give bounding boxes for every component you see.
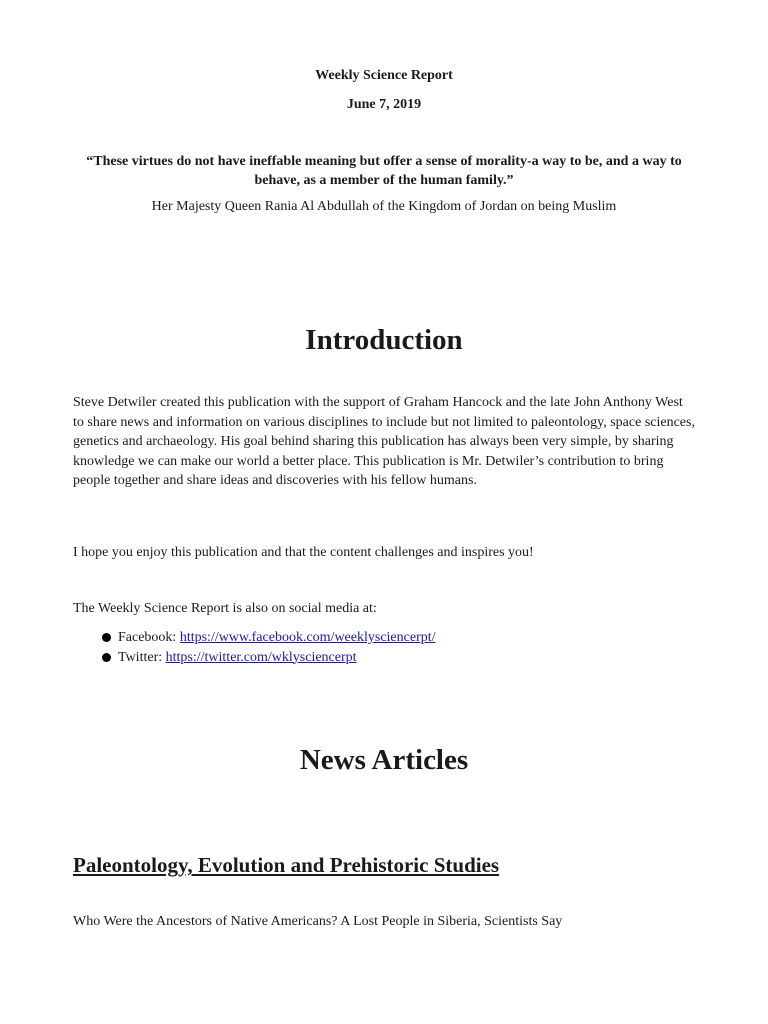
introduction-paragraph: Steve Detwiler created this publication with the support of Graham Hancock and the late John Anthony West to share news and information on various disciplines to include but not limited to paleontology, space sciences, genetics and archaeology. His goal behind sharing this publication has always been very simple, by sharing knowledge we can make our world a better place. This publication is Mr. Detwiler’s contribution to bring people together and share ideas and discoveries with his fellow humans.	[73, 395, 695, 488]
report-date: June 7, 2019	[346, 97, 422, 112]
facebook-link[interactable]: https://www.facebook.com/weeklysciencerpt/	[179, 630, 436, 645]
bullet-icon	[102, 633, 111, 642]
report-title: Weekly Science Report	[315, 68, 453, 83]
twitter-label: Twitter:	[118, 649, 166, 665]
article-title: Who Were the Ancestors of Native Americans? A Lost People in Siberia, Scientists Say	[73, 914, 563, 929]
section-heading-paleontology: Paleontology, Evolution and Prehistoric Studies	[73, 853, 500, 877]
twitter-link[interactable]: https://twitter.com/wklysciencerpt	[165, 649, 357, 665]
hope-paragraph: I hope you enjoy this publication and that the content challenges and inspires you!	[73, 545, 534, 560]
epigraph-quote: “These virtues do not have ineffable meaning but offer a sense of morality-a way to be, and a way to behave, as a member of the human family.”	[86, 154, 682, 188]
list-item-facebook	[100, 628, 436, 648]
social-media-list	[100, 628, 436, 667]
bullet-icon	[102, 653, 111, 662]
list-item-twitter	[100, 648, 436, 668]
introduction-heading: Introduction	[305, 324, 463, 356]
quote-attribution: Her Majesty Queen Rania Al Abdullah of the Kingdom of Jordan on being Muslim	[151, 199, 617, 214]
social-media-intro: The Weekly Science Report is also on social media at:	[73, 601, 377, 616]
facebook-label: Facebook:	[118, 630, 180, 645]
news-articles-heading: News Articles	[299, 744, 469, 776]
